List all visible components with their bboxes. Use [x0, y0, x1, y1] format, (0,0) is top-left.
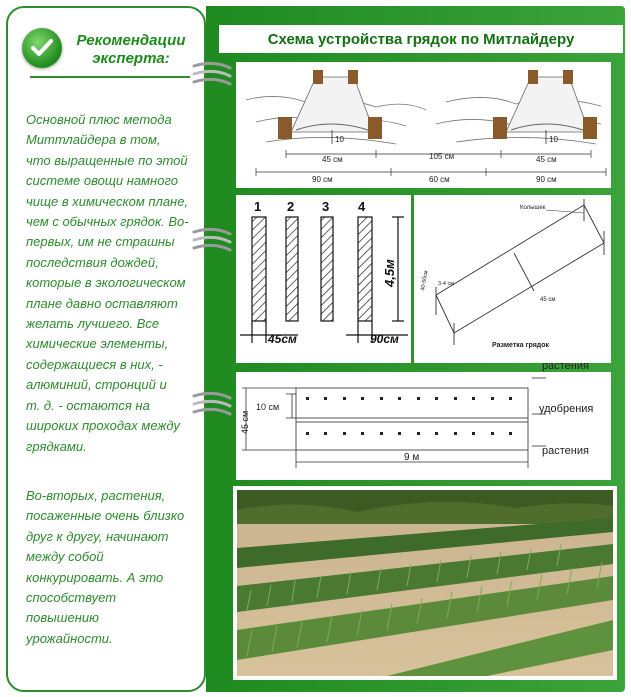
svg-text:3-4 см: 3-4 см [438, 281, 455, 287]
svg-text:40-50см: 40-50см [420, 270, 430, 292]
cross-section-diagram [236, 62, 611, 188]
paragraph-1: Основной плюс метода Миттлайдера в том, что выращенные по этой системе овощи намного чище в химическом плане, чем с обычных грядок. Во- первых, им не страшны последствия дождей, которые в экологическом плане давно оставляют желать лучшего. Все химические элементы, содержащиеся в них, - алюминий, стронций и т. д. - остаются на широких проходах между грядками. [26, 112, 189, 454]
binder-rings-icon [190, 60, 236, 460]
svg-text:45см: 45см [268, 332, 297, 346]
expert-title: Рекомендации эксперта: [76, 32, 186, 67]
bed-marking-diagram [414, 195, 611, 363]
svg-text:90 см: 90 см [536, 175, 557, 184]
page-title: Схема устройства грядок по Митлайдеру [219, 25, 623, 53]
svg-text:90см: 90см [370, 332, 399, 346]
svg-text:2: 2 [287, 199, 295, 214]
svg-text:1: 1 [254, 199, 262, 214]
svg-text:Колышек: Колышек [520, 205, 546, 211]
svg-text:10: 10 [549, 135, 558, 144]
svg-text:45 см: 45 см [240, 410, 250, 434]
svg-text:4,5м: 4,5м [382, 259, 397, 287]
label-plants-bottom: растения [542, 445, 589, 457]
svg-text:45 см: 45 см [540, 297, 556, 303]
svg-text:105 см: 105 см [429, 152, 455, 161]
garden-photo [233, 486, 617, 680]
svg-text:10 см: 10 см [256, 402, 280, 412]
expert-panel [6, 6, 206, 692]
bed-types-diagram [236, 195, 411, 363]
svg-text:90 см: 90 см [312, 175, 333, 184]
label-fertilizer: удобрения [539, 403, 594, 415]
title-divider [30, 76, 190, 78]
svg-text:3: 3 [322, 199, 330, 214]
svg-text:4: 4 [358, 199, 366, 214]
svg-text:45 см: 45 см [322, 155, 343, 164]
svg-text:60 см: 60 см [429, 175, 450, 184]
paragraph-2: Во-вторых, растения, посаженные очень близко друг к другу, начинают между собой конкурировать. А это способствует повышению урожайности. [26, 488, 185, 646]
svg-text:9 м: 9 м [404, 452, 420, 463]
svg-text:10: 10 [335, 135, 344, 144]
svg-text:Разметка грядок: Разметка грядок [492, 342, 550, 349]
svg-text:45 см: 45 см [536, 155, 557, 164]
label-plants-top: растения [542, 360, 589, 372]
bed-plan-diagram [236, 360, 611, 480]
checkmark-badge-icon [22, 28, 62, 68]
